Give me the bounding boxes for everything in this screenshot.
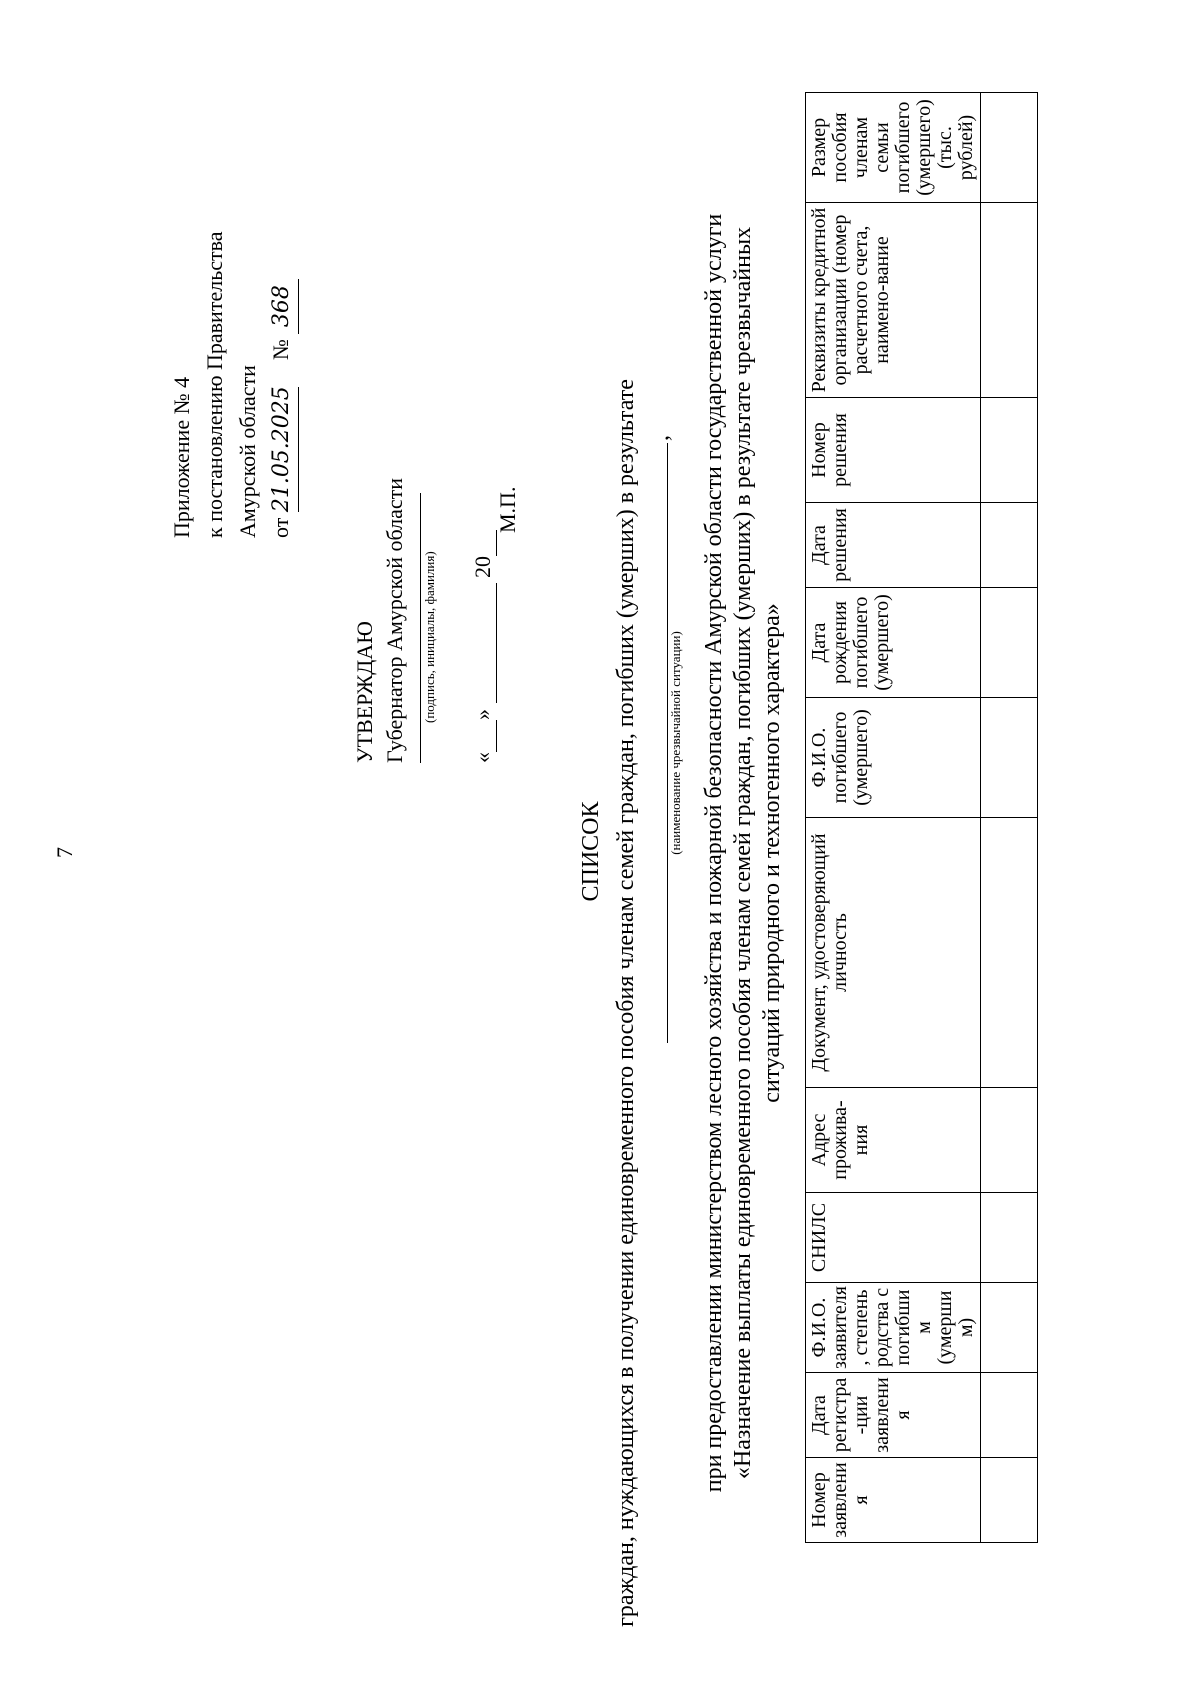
header-snils: СНИЛС <box>806 1193 981 1283</box>
table-cell <box>981 1373 1038 1458</box>
approval-heading: УТВЕРЖДАЮ <box>352 621 377 763</box>
document-title: СПИСОК <box>578 801 604 902</box>
table-cell <box>981 588 1038 698</box>
appendix-line: Амурской области <box>235 365 260 538</box>
table-cell <box>981 203 1038 398</box>
header-applicant-name: Ф.И.О. заявителя, степень родства с погибшим (умершим) <box>806 1283 981 1373</box>
header-address: Адрес прожива-ния <box>806 1088 981 1193</box>
signature-line <box>420 493 421 763</box>
document-subtitle: граждан, нуждающихся в получении единовременного пособия членам семей граждан, погибших (умерших) в результате <box>613 379 639 1627</box>
table-row <box>981 93 1038 1543</box>
table-cell <box>981 818 1038 1088</box>
table-cell <box>981 1193 1038 1283</box>
date-prefix: от <box>268 517 293 538</box>
beneficiary-table <box>805 92 1038 1543</box>
table-cell <box>981 93 1038 203</box>
appendix-number: 368 <box>265 279 299 334</box>
header-benefit-amount: Размер пособия членам семьи погибшего (умершего) (тыс. рублей) <box>806 93 981 203</box>
quote-open: « <box>470 752 495 763</box>
approval-block <box>350 478 410 763</box>
header-registration-date: Дата регистра-ции заявления <box>806 1373 981 1458</box>
stamp-placeholder: М.П. <box>495 486 520 533</box>
header-decision-date: Дата решения <box>806 503 981 588</box>
header-deceased-birthdate: Дата рождения погибшего (умершего) <box>806 588 981 698</box>
table-cell <box>981 1458 1038 1543</box>
approval-position: Губернатор Амурской области <box>382 477 407 763</box>
table-header-row <box>806 93 981 1543</box>
page-number: 7 <box>52 847 77 858</box>
service-line: «Назначение выплаты единовременного пособия членам семей граждан, погибших (умерших) в результате чрезвычайных <box>730 226 756 1480</box>
emergency-suffix: , <box>648 435 674 441</box>
emergency-caption: (наименование чрезвычайной ситуации) <box>668 631 683 855</box>
table-cell <box>981 1088 1038 1193</box>
service-line: ситуаций природного и техногенного характера» <box>759 603 785 1103</box>
header-bank-details: Реквизиты кредитной организации (номер расчетного счета, наимено-вание <box>806 203 981 398</box>
table-cell <box>981 503 1038 588</box>
service-description <box>700 103 787 1603</box>
signature-caption: (подпись, инициалы, фамилия) <box>422 551 437 723</box>
appendix-date-line <box>264 232 299 538</box>
appendix-date: 21.05.2025 <box>265 387 299 512</box>
approval-date-line <box>470 530 497 763</box>
appendix-line: Приложение № 4 <box>169 376 194 538</box>
table-cell <box>981 698 1038 818</box>
header-identity-document: Документ, удостоверяющий личность <box>806 818 981 1088</box>
year-prefix: 20 <box>470 556 495 578</box>
number-prefix: № <box>268 339 293 361</box>
table-cell <box>981 398 1038 503</box>
appendix-line: к постановлению Правительства <box>202 231 227 538</box>
quote-close: » <box>470 709 495 720</box>
header-decision-number: Номер решения <box>806 398 981 503</box>
table-cell <box>981 1283 1038 1373</box>
appendix-block <box>165 232 299 538</box>
header-application-number: Номер заявления <box>806 1458 981 1543</box>
header-deceased-name: Ф.И.О. погибшего (умершего) <box>806 698 981 818</box>
service-line: при предоставлении министерством лесного хозяйства и пожарной безопасности Амурской области государственной услуги <box>701 213 727 1493</box>
